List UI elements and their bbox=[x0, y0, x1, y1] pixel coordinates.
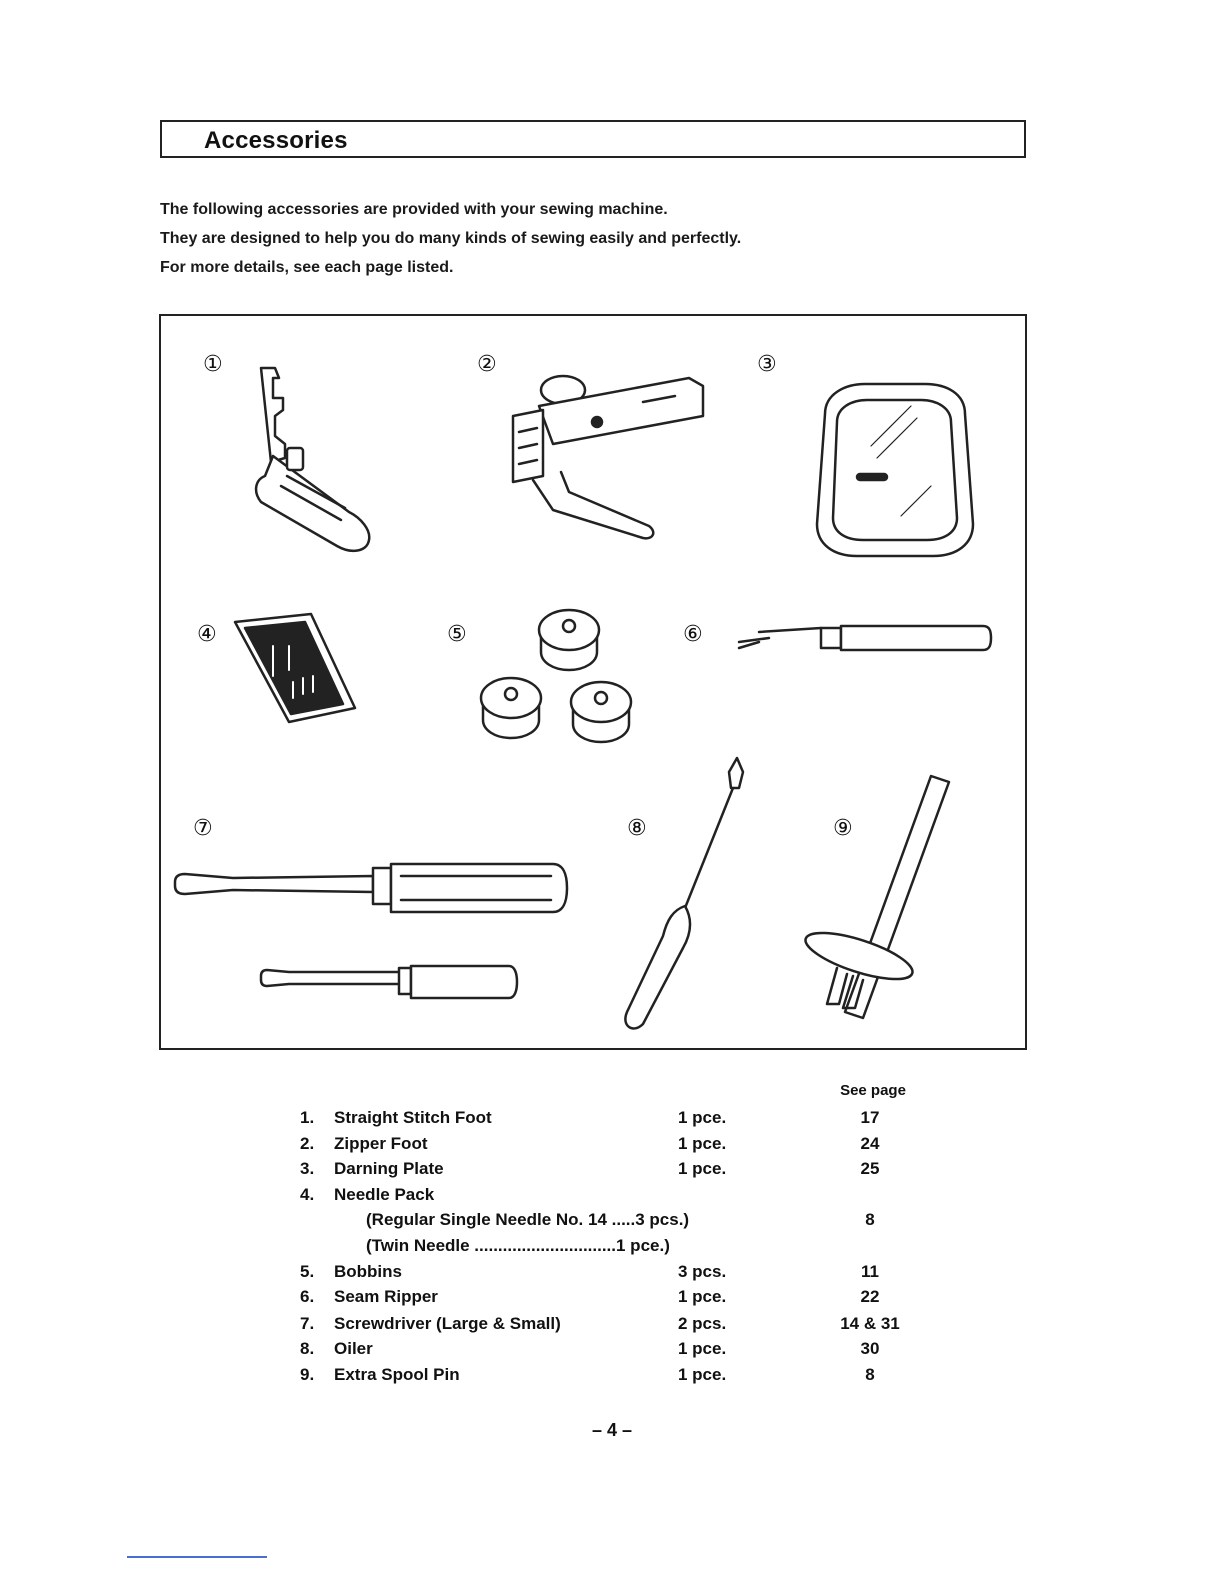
item-name: Bobbins bbox=[334, 1262, 402, 1281]
item-page: 8 bbox=[865, 1365, 875, 1384]
item-quantity: 3 pcs. bbox=[678, 1262, 727, 1281]
intro-line: The following accessories are provided with your sewing machine. bbox=[160, 201, 668, 218]
item-number: 7. bbox=[300, 1314, 315, 1333]
needle-pack-icon bbox=[235, 614, 355, 722]
intro-line: For more details, see each page listed. bbox=[160, 259, 454, 276]
figure-label-5: ⑤ bbox=[447, 622, 467, 647]
item-page: 25 bbox=[860, 1159, 880, 1178]
figure-label-9: ⑨ bbox=[833, 816, 853, 841]
figure-label-8: ⑧ bbox=[627, 816, 647, 841]
item-quantity: 2 pcs. bbox=[678, 1314, 727, 1333]
item-page: 17 bbox=[860, 1108, 880, 1127]
straight-stitch-foot-icon bbox=[256, 368, 369, 551]
figure-label-2: ② bbox=[477, 352, 497, 377]
figure-label-6: ⑥ bbox=[683, 622, 703, 647]
item-quantity: 1 pce. bbox=[678, 1134, 727, 1153]
bobbin-icon bbox=[571, 682, 631, 742]
item-page: 11 bbox=[861, 1262, 879, 1281]
seam-ripper-icon bbox=[739, 626, 991, 650]
zipper-foot-icon bbox=[513, 376, 703, 538]
item-name: Zipper Foot bbox=[334, 1134, 428, 1153]
figure-label-7: ⑦ bbox=[193, 816, 213, 841]
section-heading-box bbox=[160, 120, 1026, 158]
bobbin-icon bbox=[539, 610, 599, 670]
bobbin-icon bbox=[481, 678, 541, 738]
figure-label-3: ③ bbox=[757, 352, 777, 377]
item-number: 5. bbox=[300, 1262, 315, 1281]
screwdriver-large-icon bbox=[175, 864, 567, 912]
intro-text bbox=[160, 195, 741, 282]
item-name: Oiler bbox=[334, 1339, 373, 1358]
item-number: 6. bbox=[300, 1287, 315, 1306]
figure-label-4: ④ bbox=[197, 622, 217, 647]
intro-line: They are designed to help you do many kinds of sewing easily and perfectly. bbox=[160, 230, 742, 247]
item-number: 3. bbox=[300, 1159, 315, 1178]
item-name: Extra Spool Pin bbox=[334, 1365, 460, 1384]
item-name: Screwdriver (Large & Small) bbox=[334, 1314, 561, 1333]
item-page: 8 bbox=[865, 1210, 875, 1229]
item-quantity: 1 pce. bbox=[678, 1287, 727, 1306]
figure-label-1: ① bbox=[203, 352, 223, 377]
item-number: 2. bbox=[300, 1134, 315, 1153]
item-quantity: 1 pce. bbox=[678, 1339, 727, 1358]
item-name: Straight Stitch Foot bbox=[334, 1108, 492, 1127]
screwdriver-small-icon bbox=[261, 966, 517, 998]
item-page: 30 bbox=[860, 1339, 880, 1358]
section-title: Accessories bbox=[204, 127, 348, 154]
item-name: Needle Pack bbox=[334, 1185, 435, 1204]
item-number: 8. bbox=[300, 1339, 315, 1358]
item-subline: (Twin Needle ..............................1 pce.) bbox=[366, 1236, 670, 1255]
item-quantity: 1 pce. bbox=[678, 1365, 727, 1384]
oiler-icon bbox=[625, 758, 743, 1028]
accessories-illustration bbox=[159, 314, 1027, 1050]
item-subline: (Regular Single Needle No. 14 .....3 pcs.) bbox=[366, 1210, 690, 1229]
extra-spool-pin-icon bbox=[801, 776, 949, 1018]
item-number: 1. bbox=[300, 1108, 315, 1127]
darning-plate-icon bbox=[817, 384, 973, 556]
item-name: Seam Ripper bbox=[334, 1287, 438, 1306]
see-page-header: See page bbox=[840, 1082, 906, 1099]
item-quantity: 1 pce. bbox=[678, 1159, 727, 1178]
bobbins-icon bbox=[481, 610, 631, 742]
item-page: 14 & 31 bbox=[840, 1314, 900, 1333]
item-number: 4. bbox=[300, 1185, 315, 1204]
accessories-drawing bbox=[161, 316, 1025, 1048]
page-number: – 4 – bbox=[591, 1420, 633, 1440]
divider bbox=[127, 1556, 267, 1558]
item-page: 24 bbox=[860, 1134, 880, 1153]
item-page: 22 bbox=[860, 1287, 880, 1306]
item-name: Darning Plate bbox=[334, 1159, 444, 1178]
item-number: 9. bbox=[300, 1365, 315, 1384]
item-quantity: 1 pce. bbox=[678, 1108, 727, 1127]
